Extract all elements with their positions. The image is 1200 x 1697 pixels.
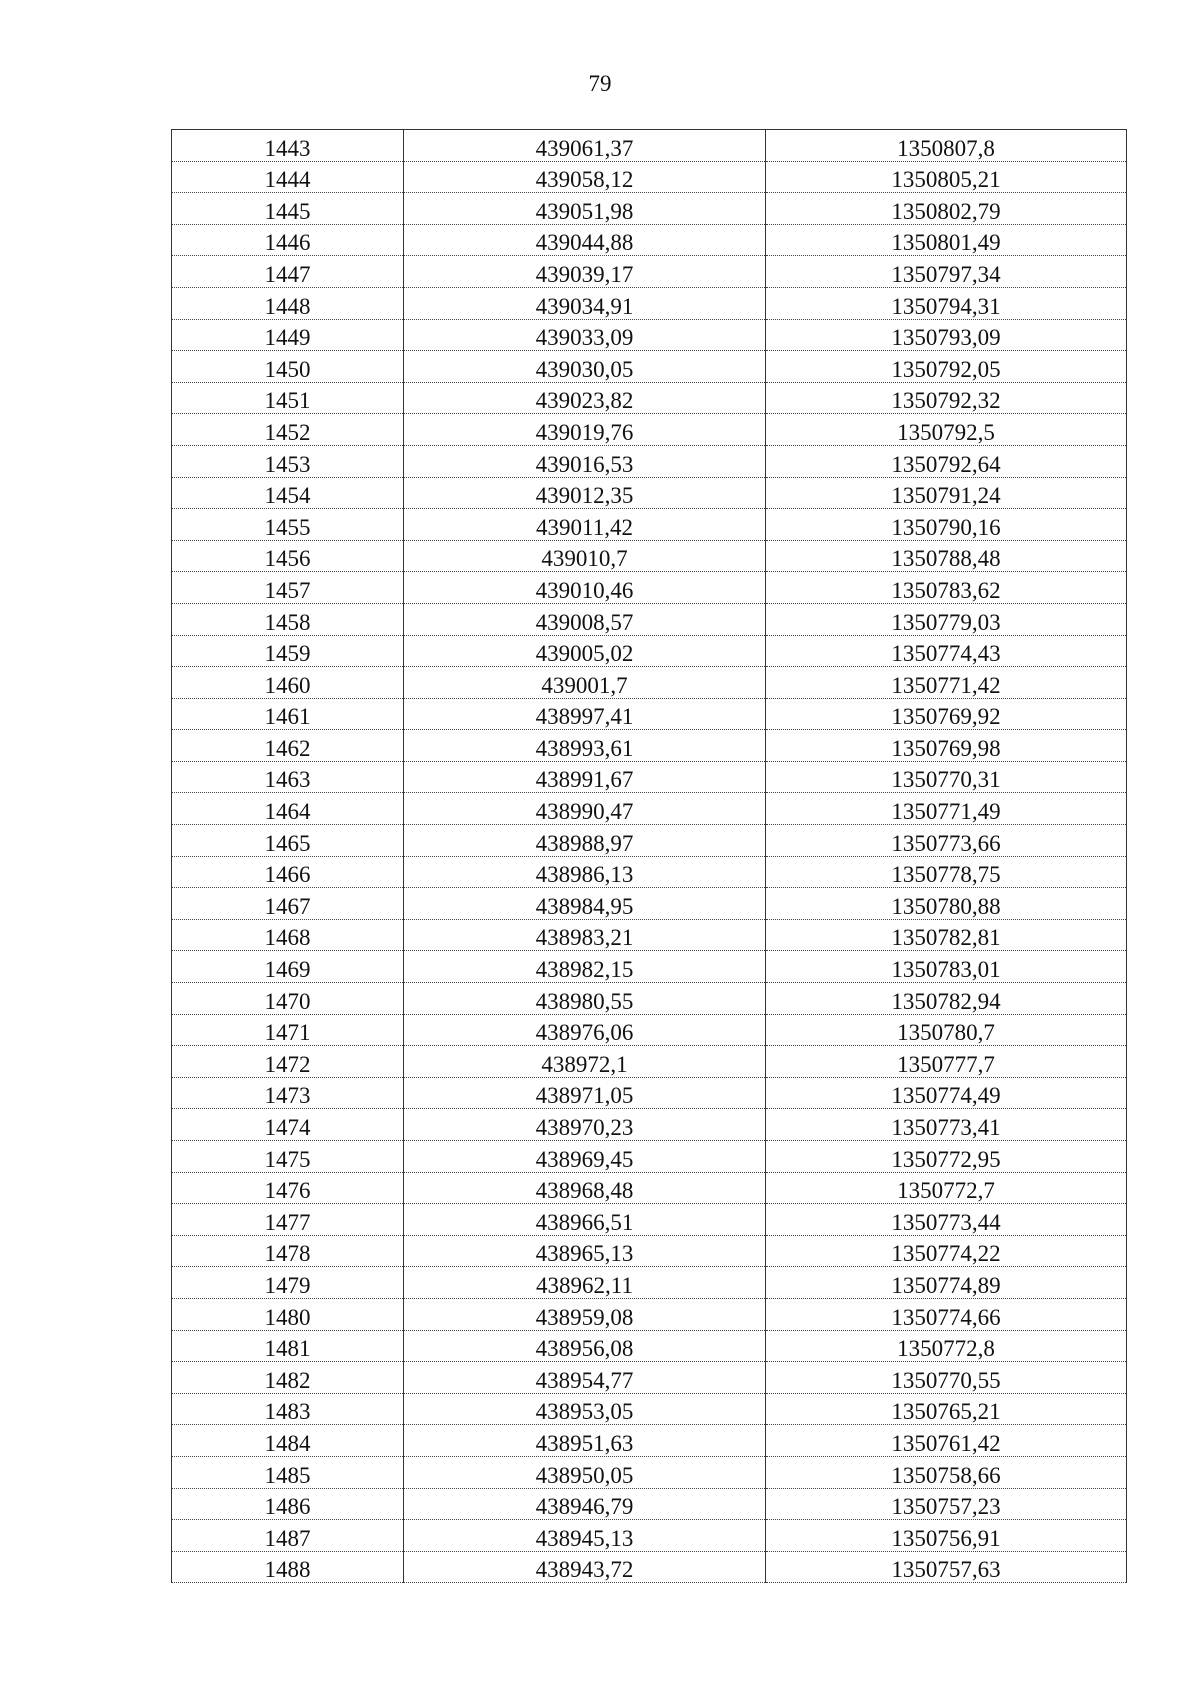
x-coordinate-cell: 438959,08	[404, 1298, 766, 1330]
y-coordinate-cell: 1350769,98	[766, 730, 1127, 762]
table-row	[172, 1109, 1127, 1141]
x-coordinate-cell: 438982,15	[404, 951, 766, 983]
x-coordinate-cell: 439008,57	[404, 603, 766, 635]
x-coordinate-cell: 439010,7	[404, 540, 766, 572]
table-row	[172, 635, 1127, 667]
point-number-cell: 1455	[172, 509, 404, 541]
table-row	[172, 1235, 1127, 1267]
y-coordinate-cell: 1350765,21	[766, 1393, 1127, 1425]
point-number-cell: 1446	[172, 224, 404, 256]
y-coordinate-cell: 1350758,66	[766, 1456, 1127, 1488]
y-coordinate-cell: 1350777,7	[766, 1046, 1127, 1078]
x-coordinate-cell: 438962,11	[404, 1267, 766, 1299]
y-coordinate-cell: 1350771,49	[766, 793, 1127, 825]
table-row	[172, 603, 1127, 635]
y-coordinate-cell: 1350790,16	[766, 509, 1127, 541]
x-coordinate-cell: 439044,88	[404, 224, 766, 256]
table-row	[172, 1046, 1127, 1078]
page-number: 79	[588, 71, 612, 96]
x-coordinate-cell: 438950,05	[404, 1456, 766, 1488]
x-coordinate-cell: 438986,13	[404, 856, 766, 888]
table-row	[172, 287, 1127, 319]
point-number-cell: 1445	[172, 193, 404, 225]
x-coordinate-cell: 439039,17	[404, 256, 766, 288]
point-number-cell: 1481	[172, 1330, 404, 1362]
x-coordinate-cell: 439051,98	[404, 193, 766, 225]
x-coordinate-cell: 438990,47	[404, 793, 766, 825]
y-coordinate-cell: 1350791,24	[766, 477, 1127, 509]
x-coordinate-cell: 438956,08	[404, 1330, 766, 1362]
table-row	[172, 856, 1127, 888]
point-number-cell: 1484	[172, 1425, 404, 1457]
x-coordinate-cell: 439061,37	[404, 130, 766, 162]
x-coordinate-cell: 438965,13	[404, 1235, 766, 1267]
table-row	[172, 256, 1127, 288]
x-coordinate-cell: 438945,13	[404, 1520, 766, 1552]
y-coordinate-cell: 1350774,43	[766, 635, 1127, 667]
point-number-cell: 1466	[172, 856, 404, 888]
x-coordinate-cell: 439016,53	[404, 445, 766, 477]
y-coordinate-cell: 1350772,7	[766, 1172, 1127, 1204]
y-coordinate-cell: 1350761,42	[766, 1425, 1127, 1457]
point-number-cell: 1451	[172, 382, 404, 414]
y-coordinate-cell: 1350779,03	[766, 603, 1127, 635]
point-number-cell: 1462	[172, 730, 404, 762]
table-row	[172, 888, 1127, 920]
y-coordinate-cell: 1350780,88	[766, 888, 1127, 920]
point-number-cell: 1460	[172, 667, 404, 699]
point-number-cell: 1449	[172, 319, 404, 351]
table-row	[172, 477, 1127, 509]
point-number-cell: 1474	[172, 1109, 404, 1141]
table-row	[172, 667, 1127, 699]
point-number-cell: 1459	[172, 635, 404, 667]
x-coordinate-cell: 438954,77	[404, 1362, 766, 1394]
point-number-cell: 1476	[172, 1172, 404, 1204]
point-number-cell: 1471	[172, 1014, 404, 1046]
table-row	[172, 793, 1127, 825]
table-row	[172, 130, 1127, 162]
y-coordinate-cell: 1350793,09	[766, 319, 1127, 351]
table-row	[172, 1204, 1127, 1236]
point-number-cell: 1450	[172, 351, 404, 383]
x-coordinate-cell: 438953,05	[404, 1393, 766, 1425]
point-number-cell: 1488	[172, 1551, 404, 1583]
point-number-cell: 1452	[172, 414, 404, 446]
point-number-cell: 1464	[172, 793, 404, 825]
table-row	[172, 1393, 1127, 1425]
table-row	[172, 761, 1127, 793]
x-coordinate-cell: 438997,41	[404, 698, 766, 730]
table-row	[172, 1551, 1127, 1583]
table-row	[172, 1298, 1127, 1330]
point-number-cell: 1470	[172, 983, 404, 1015]
table-row	[172, 919, 1127, 951]
point-number-cell: 1444	[172, 161, 404, 193]
table-row	[172, 319, 1127, 351]
table-row	[172, 1077, 1127, 1109]
x-coordinate-cell: 438968,48	[404, 1172, 766, 1204]
table-row	[172, 951, 1127, 983]
table-row	[172, 224, 1127, 256]
x-coordinate-cell: 438946,79	[404, 1488, 766, 1520]
x-coordinate-cell: 439034,91	[404, 287, 766, 319]
y-coordinate-cell: 1350792,05	[766, 351, 1127, 383]
point-number-cell: 1482	[172, 1362, 404, 1394]
x-coordinate-cell: 438983,21	[404, 919, 766, 951]
y-coordinate-cell: 1350769,92	[766, 698, 1127, 730]
table-row	[172, 1330, 1127, 1362]
point-number-cell: 1487	[172, 1520, 404, 1552]
x-coordinate-cell: 438972,1	[404, 1046, 766, 1078]
y-coordinate-cell: 1350783,62	[766, 572, 1127, 604]
y-coordinate-cell: 1350770,55	[766, 1362, 1127, 1394]
y-coordinate-cell: 1350794,31	[766, 287, 1127, 319]
x-coordinate-cell: 439010,46	[404, 572, 766, 604]
table-row	[172, 1267, 1127, 1299]
table-row	[172, 572, 1127, 604]
x-coordinate-cell: 439019,76	[404, 414, 766, 446]
table-row	[172, 351, 1127, 383]
y-coordinate-cell: 1350774,49	[766, 1077, 1127, 1109]
x-coordinate-cell: 438993,61	[404, 730, 766, 762]
table-row	[172, 382, 1127, 414]
point-number-cell: 1443	[172, 130, 404, 162]
y-coordinate-cell: 1350773,66	[766, 825, 1127, 857]
point-number-cell: 1480	[172, 1298, 404, 1330]
x-coordinate-cell: 439058,12	[404, 161, 766, 193]
point-number-cell: 1469	[172, 951, 404, 983]
x-coordinate-cell: 438966,51	[404, 1204, 766, 1236]
y-coordinate-cell: 1350792,64	[766, 445, 1127, 477]
table-row	[172, 414, 1127, 446]
x-coordinate-cell: 438988,97	[404, 825, 766, 857]
point-number-cell: 1475	[172, 1141, 404, 1173]
table-row	[172, 1172, 1127, 1204]
x-coordinate-cell: 438951,63	[404, 1425, 766, 1457]
point-number-cell: 1486	[172, 1488, 404, 1520]
table-row	[172, 193, 1127, 225]
y-coordinate-cell: 1350772,8	[766, 1330, 1127, 1362]
y-coordinate-cell: 1350782,81	[766, 919, 1127, 951]
table-row	[172, 161, 1127, 193]
point-number-cell: 1479	[172, 1267, 404, 1299]
table-row	[172, 825, 1127, 857]
point-number-cell: 1468	[172, 919, 404, 951]
y-coordinate-cell: 1350774,89	[766, 1267, 1127, 1299]
point-number-cell: 1461	[172, 698, 404, 730]
point-number-cell: 1472	[172, 1046, 404, 1078]
y-coordinate-cell: 1350773,41	[766, 1109, 1127, 1141]
y-coordinate-cell: 1350797,34	[766, 256, 1127, 288]
point-number-cell: 1456	[172, 540, 404, 572]
point-number-cell: 1477	[172, 1204, 404, 1236]
point-number-cell: 1458	[172, 603, 404, 635]
y-coordinate-cell: 1350757,23	[766, 1488, 1127, 1520]
point-number-cell: 1473	[172, 1077, 404, 1109]
table-row	[172, 983, 1127, 1015]
y-coordinate-cell: 1350774,66	[766, 1298, 1127, 1330]
point-number-cell: 1463	[172, 761, 404, 793]
x-coordinate-cell: 439001,7	[404, 667, 766, 699]
table-row	[172, 1362, 1127, 1394]
point-number-cell: 1454	[172, 477, 404, 509]
table-row	[172, 1014, 1127, 1046]
y-coordinate-cell: 1350782,94	[766, 983, 1127, 1015]
y-coordinate-cell: 1350756,91	[766, 1520, 1127, 1552]
y-coordinate-cell: 1350757,63	[766, 1551, 1127, 1583]
x-coordinate-cell: 439005,02	[404, 635, 766, 667]
y-coordinate-cell: 1350771,42	[766, 667, 1127, 699]
point-number-cell: 1465	[172, 825, 404, 857]
y-coordinate-cell: 1350772,95	[766, 1141, 1127, 1173]
point-number-cell: 1447	[172, 256, 404, 288]
x-coordinate-cell: 439023,82	[404, 382, 766, 414]
x-coordinate-cell: 439033,09	[404, 319, 766, 351]
y-coordinate-cell: 1350802,79	[766, 193, 1127, 225]
x-coordinate-cell: 439030,05	[404, 351, 766, 383]
coordinates-table-body	[172, 130, 1127, 1583]
y-coordinate-cell: 1350801,49	[766, 224, 1127, 256]
table-row	[172, 698, 1127, 730]
y-coordinate-cell: 1350807,8	[766, 130, 1127, 162]
point-number-cell: 1485	[172, 1456, 404, 1488]
y-coordinate-cell: 1350792,32	[766, 382, 1127, 414]
y-coordinate-cell: 1350770,31	[766, 761, 1127, 793]
table-row	[172, 1488, 1127, 1520]
y-coordinate-cell: 1350792,5	[766, 414, 1127, 446]
x-coordinate-cell: 438969,45	[404, 1141, 766, 1173]
table-row	[172, 445, 1127, 477]
table-row	[172, 509, 1127, 541]
table-row	[172, 1456, 1127, 1488]
table-row	[172, 730, 1127, 762]
y-coordinate-cell: 1350788,48	[766, 540, 1127, 572]
x-coordinate-cell: 438980,55	[404, 983, 766, 1015]
y-coordinate-cell: 1350783,01	[766, 951, 1127, 983]
x-coordinate-cell: 438970,23	[404, 1109, 766, 1141]
x-coordinate-cell: 438943,72	[404, 1551, 766, 1583]
x-coordinate-cell: 438984,95	[404, 888, 766, 920]
y-coordinate-cell: 1350774,22	[766, 1235, 1127, 1267]
table-row	[172, 1425, 1127, 1457]
x-coordinate-cell: 439012,35	[404, 477, 766, 509]
y-coordinate-cell: 1350805,21	[766, 161, 1127, 193]
x-coordinate-cell: 438991,67	[404, 761, 766, 793]
x-coordinate-cell: 439011,42	[404, 509, 766, 541]
point-number-cell: 1483	[172, 1393, 404, 1425]
x-coordinate-cell: 438976,06	[404, 1014, 766, 1046]
y-coordinate-cell: 1350780,7	[766, 1014, 1127, 1046]
point-number-cell: 1453	[172, 445, 404, 477]
point-number-cell: 1448	[172, 287, 404, 319]
table-row	[172, 1520, 1127, 1552]
coordinates-table	[171, 129, 1127, 1583]
point-number-cell: 1478	[172, 1235, 404, 1267]
point-number-cell: 1457	[172, 572, 404, 604]
x-coordinate-cell: 438971,05	[404, 1077, 766, 1109]
y-coordinate-cell: 1350773,44	[766, 1204, 1127, 1236]
y-coordinate-cell: 1350778,75	[766, 856, 1127, 888]
table-row	[172, 540, 1127, 572]
table-row	[172, 1141, 1127, 1173]
point-number-cell: 1467	[172, 888, 404, 920]
